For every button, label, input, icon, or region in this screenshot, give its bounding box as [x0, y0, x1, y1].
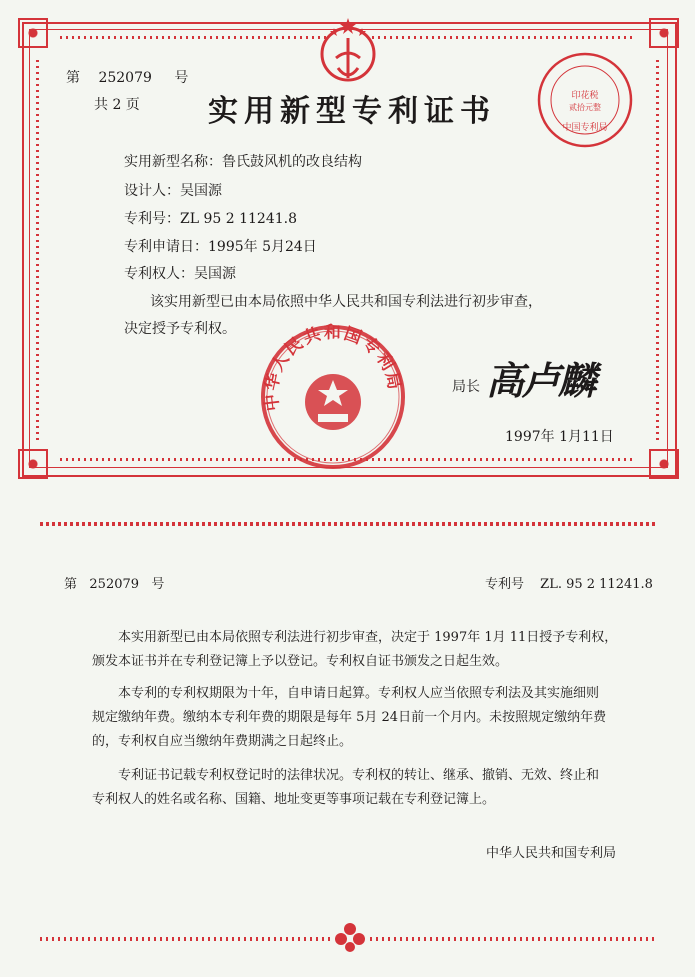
number-prefix: 第	[66, 70, 80, 86]
certificate-number	[66, 67, 188, 87]
issue-date: 1997年 1月11日	[505, 429, 614, 445]
field-value: ZL. 95 2 11241.8	[540, 577, 653, 592]
field-label: 专利号	[485, 577, 525, 592]
flower-ornament-icon	[332, 917, 368, 957]
number-value: 252079	[98, 70, 152, 86]
paragraph-line: 的，专利权自应当缴纳年费期满之日起终止。	[92, 734, 353, 749]
svg-text:中国专利局: 中国专利局	[562, 123, 608, 133]
field-value: 1995年 5月24日	[208, 239, 317, 255]
page2-issuer: 中华人民共和国专利局	[486, 846, 617, 861]
bottom-ornament-right	[370, 937, 655, 941]
field-patentee	[124, 263, 236, 283]
paragraph-line: 颁发本证书并在专利登记簿上予以登记。专利权自证书颁发之日起生效。	[92, 654, 509, 669]
statement-line-1: 该实用新型已由本局依照中华人民共和国专利法进行初步审查，	[150, 294, 542, 310]
statement-line-2: 决定授予专利权。	[124, 321, 236, 337]
official-seal-icon	[258, 322, 408, 472]
page-count: 共 2 页	[94, 97, 140, 113]
corner-ornament-icon	[18, 449, 48, 479]
corner-ornament-icon	[649, 18, 679, 48]
svg-text:贰拾元整: 贰拾元整	[569, 103, 601, 112]
page2-paragraph-1	[92, 626, 652, 674]
page2-paragraph-3	[92, 764, 652, 812]
field-value: ZL 95 2 11241.8	[180, 211, 297, 227]
field-label: 专利号：	[124, 211, 180, 227]
border-pattern-top-right	[372, 36, 634, 39]
page2-certificate-number: 第 252079 号	[64, 577, 165, 592]
patent-office-emblem-icon	[318, 8, 378, 88]
paragraph-line: 本专利的专利权期限为十年，自申请日起算。专利权人应当依照专利法及其实施细则	[118, 686, 600, 701]
field-label: 设计人：	[124, 183, 180, 199]
bottom-ornament-left	[40, 937, 330, 941]
certificate-title: 实用新型专利证书	[208, 94, 496, 129]
director-signature: 高卢麟	[486, 358, 595, 403]
field-filing-date	[124, 236, 317, 256]
field-utility-model-name	[124, 151, 362, 171]
svg-text:中华人民共和国专利局: 中华人民共和国专利局	[261, 322, 405, 413]
paragraph-line: 专利证书记载专利权登记时的法律状况。专利权的转让、继承、撤销、无效、终止和	[118, 768, 600, 783]
field-label: 专利申请日：	[124, 239, 208, 255]
field-value: 吴国源	[194, 266, 236, 282]
field-value: 吴国源	[180, 183, 222, 199]
field-designer	[124, 180, 222, 200]
border-pattern-left	[36, 60, 39, 440]
corner-ornament-icon	[18, 18, 48, 48]
number-suffix: 号	[174, 70, 189, 86]
field-value: 鲁氏鼓风机的改良结构	[222, 154, 362, 170]
director-label: 局长	[452, 379, 480, 395]
page2-paragraph-2	[92, 682, 652, 754]
page2-patent-number	[485, 573, 653, 592]
paragraph-line: 规定缴纳年费。缴纳本专利年费的期限是每年 5月 24日前一个月内。未按照规定缴纳年费	[92, 710, 607, 725]
corner-ornament-icon	[649, 449, 679, 479]
border-pattern-right	[656, 60, 659, 440]
svg-text:印花税: 印花税	[571, 91, 599, 101]
corner-stamp-icon	[535, 50, 635, 150]
field-label: 实用新型名称：	[124, 154, 222, 170]
paragraph-line: 本实用新型已由本局依照专利法进行初步审查，决定于 1997年 1月 11日授予专利权，	[118, 630, 618, 645]
paragraph-line: 专利权人的姓名或名称、国籍、地址变更等事项记载在专利登记簿上。	[92, 792, 496, 807]
field-label: 专利权人：	[124, 266, 194, 282]
page-separator	[40, 522, 655, 526]
field-patent-number	[124, 208, 297, 228]
border-pattern-top-left	[60, 36, 330, 39]
